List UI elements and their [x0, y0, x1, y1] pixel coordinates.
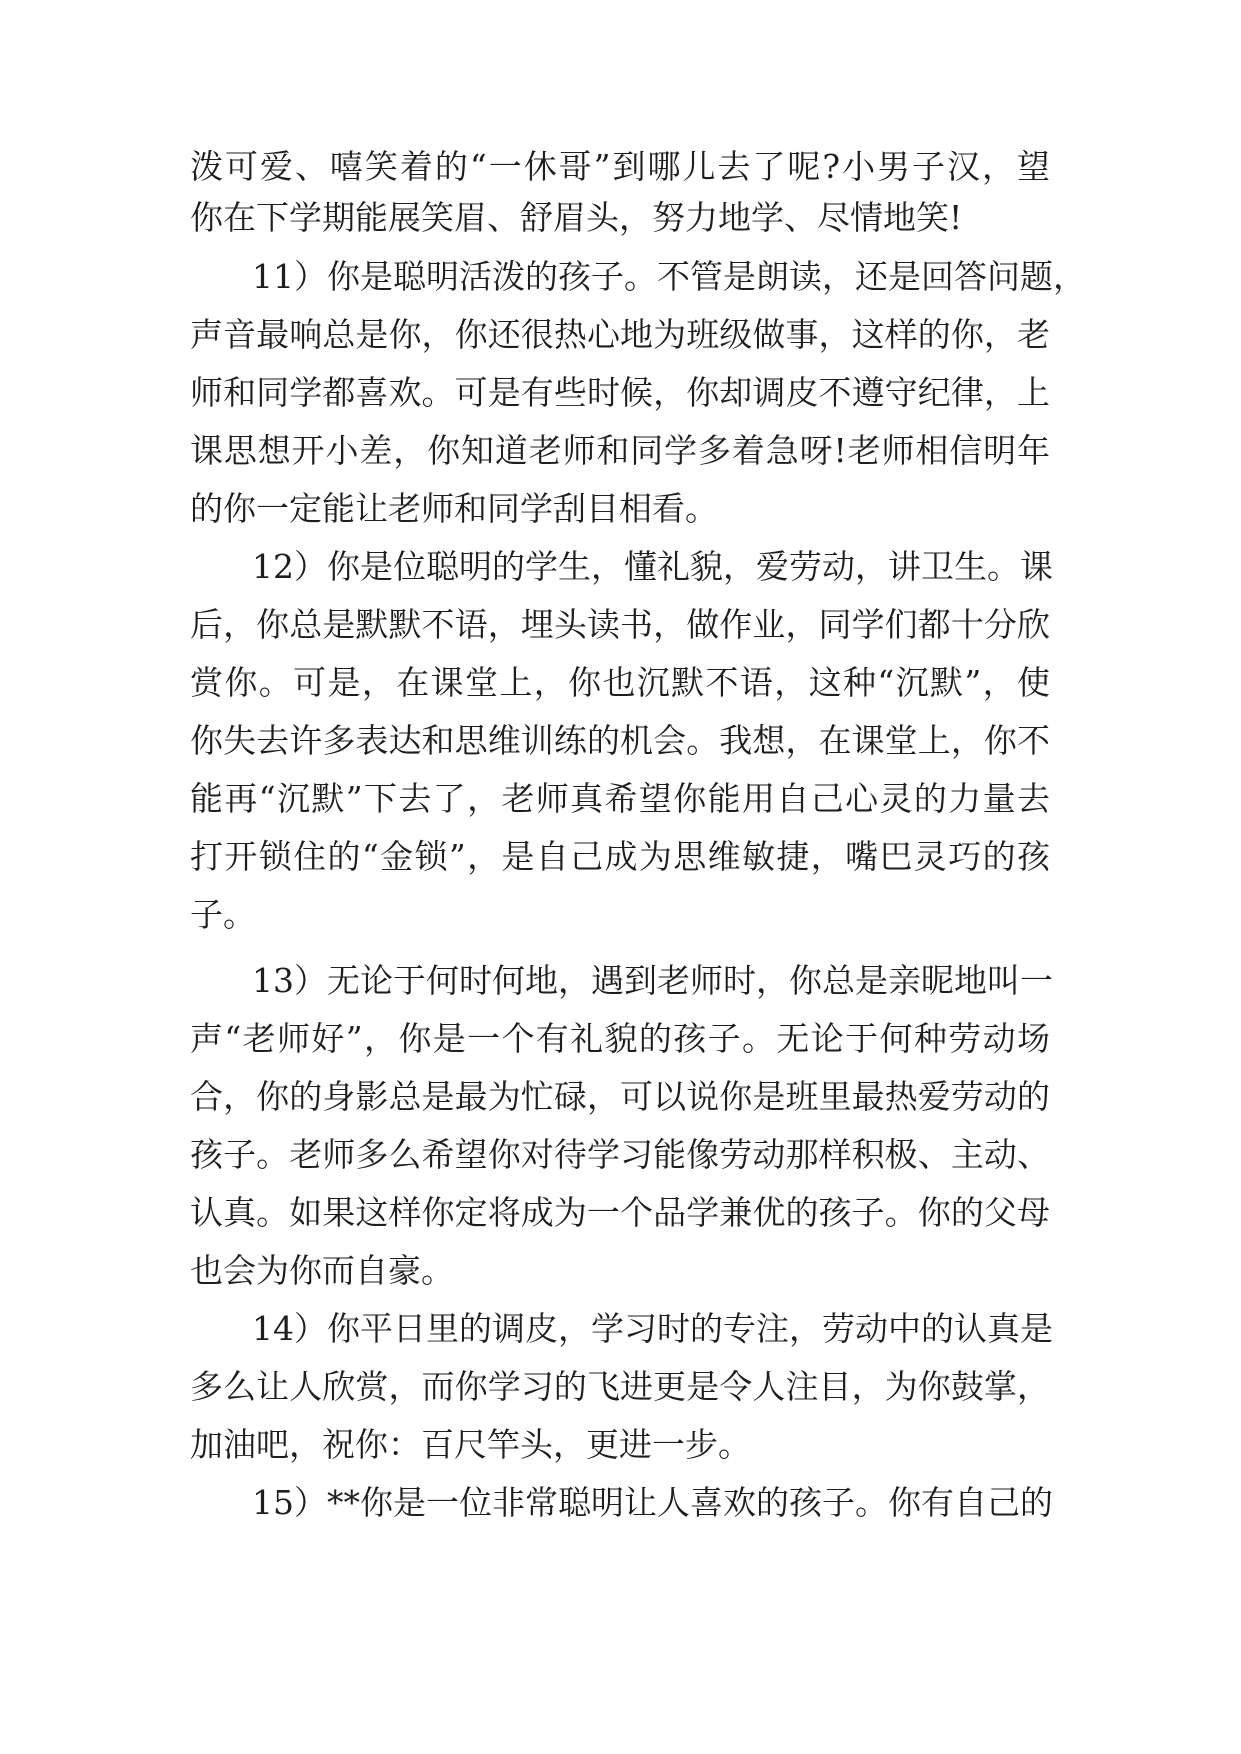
- paragraph-13-first-line: 13）无论于何时何地，遇到老师时，你总是亲昵地叫一: [252, 961, 1053, 1000]
- paragraph-11-first-line: 11）你是聪明活泼的孩子。不管是朗读，还是回答问题，: [252, 257, 1086, 296]
- text-line: 你在下学期能展笑眉、舒眉头，努力地学、尽情地笑!: [190, 198, 963, 237]
- text-line: 合，你的身影总是最为忙碌，可以说你是班里最热爱劳动的: [190, 1077, 1050, 1116]
- text-line: 子。: [190, 895, 256, 934]
- text-line: 认真。如果这样你定将成为一个品学兼优的孩子。你的父母: [190, 1193, 1050, 1232]
- paragraph-12-first-line: 12）你是位聪明的学生，懂礼貌，爱劳动，讲卫生。课: [252, 547, 1053, 586]
- text-line: 声“老师好”，你是一个有礼貌的孩子。无论于何种劳动场: [190, 1019, 1050, 1058]
- text-line: 课思想开小差，你知道老师和同学多着急呀!老师相信明年: [190, 431, 1050, 470]
- text-line: 孩子。老师多么希望你对待学习能像劳动那样积极、主动、: [190, 1135, 1050, 1174]
- paragraph-14-first-line: 14）你平日里的调皮，学习时的专注，劳动中的认真是: [252, 1309, 1053, 1348]
- text-line: 的你一定能让老师和同学刮目相看。: [190, 489, 718, 528]
- text-line: 也会为你而自豪。: [190, 1251, 454, 1290]
- text-line: 师和同学都喜欢。可是有些时候，你却调皮不遵守纪律，上: [190, 373, 1050, 412]
- text-line: 能再“沉默”下去了，老师真希望你能用自己心灵的力量去: [190, 779, 1050, 818]
- text-line: 后，你总是默默不语，埋头读书，做作业，同学们都十分欣: [190, 605, 1050, 644]
- text-line: 赏你。可是，在课堂上，你也沉默不语，这种“沉默”，使: [190, 663, 1050, 702]
- text-line: 多么让人欣赏，而你学习的飞进更是令人注目，为你鼓掌，: [190, 1367, 1050, 1406]
- text-line: 打开锁住的“金锁”，是自己成为思维敏捷，嘴巴灵巧的孩: [190, 837, 1050, 876]
- text-line: 泼可爱、嘻笑着的“一休哥”到哪儿去了呢?小男子汉，望: [190, 147, 1050, 186]
- paragraph-15-first-line: 15）**你是一位非常聪明让人喜欢的孩子。你有自己的: [252, 1483, 1053, 1522]
- text-line: 加油吧，祝你：百尺竿头，更进一步。: [190, 1425, 751, 1464]
- text-line: 声音最响总是你，你还很热心地为班级做事，这样的你，老: [190, 315, 1050, 354]
- text-line: 你失去许多表达和思维训练的机会。我想，在课堂上，你不: [190, 721, 1050, 760]
